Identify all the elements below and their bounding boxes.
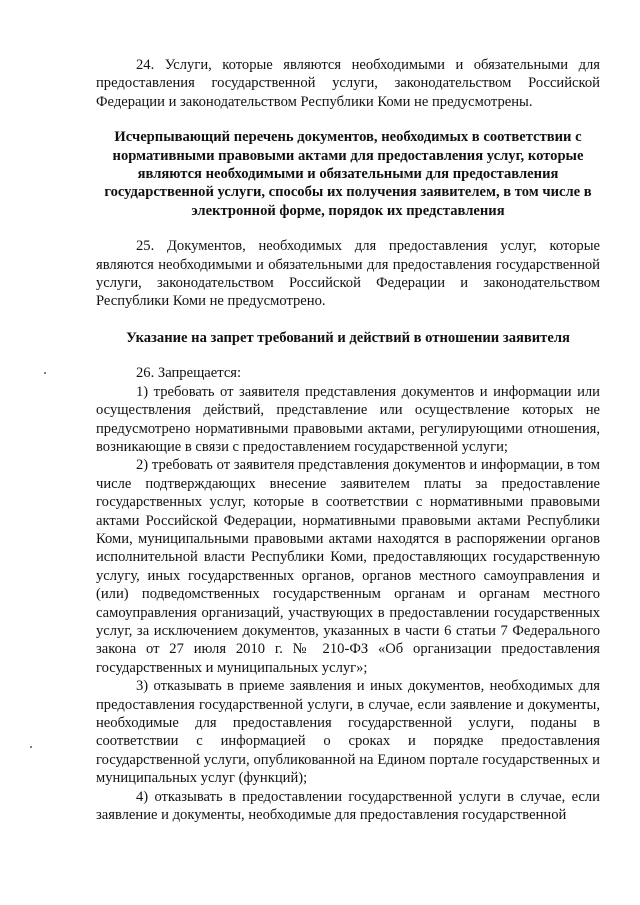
paragraph-24: 24. Услуги, которые являются необходимыми и обязательными для предоставления государственной услуги, законодательством Российской Федерации и законодательством Республики Коми не предусмотрены. xyxy=(96,57,600,110)
paragraph-25: 25. Документов, необходимых для предоставления услуг, которые являются необходимыми и обязательными для предоставления государственной услуги, законодательством Российской Федерации и законодательством Республики Коми не предусмотрено. xyxy=(96,238,600,310)
list-item-2: 2) требовать от заявителя представления документов и информации, в том числе подтверждающих внесение заявителем платы за предоставление государственных услуг, которые в соответствии с нормативными правовыми актами Российской Федерации, нормативными правовыми актами Республики Коми, муниципальными правовыми актами находятся в распоряжении органов исполнительной власти Республики Коми, предоставляющих государственную услугу, иных государственных органов, органов местного самоуправления и (или) подведомственных государственным органам и органам местного самоуправления организаций, участвующих в предоставлении государственных услуг, за исключением документов, указанных в части 6 статьи 7 Федерального закона от 27 июля 2010 г. № 210-ФЗ «Об организации предоставления государственных и муниципальных услуг»; xyxy=(96,457,600,676)
scan-speck xyxy=(30,746,32,748)
scan-speck xyxy=(44,372,46,374)
list-item-3: 3) отказывать в приеме заявления и иных документов, необходимых для предоставления государственной услуги, в случае, если заявление и документы, необходимые для предоставления государственной услуги, поданы в соответствии с информацией о сроках и порядке предоставления государственной услуги, опубликованной на Едином портале государственных и муниципальных услуг (функций); xyxy=(96,678,600,787)
section-heading-prohibitions: Указание на запрет требований и действий в отношении заявителя xyxy=(126,329,570,346)
document-page xyxy=(96,56,600,824)
list-item-4: 4) отказывать в предоставлении государственной услуги в случае, если заявление и документы, необходимые для предоставления государственной xyxy=(96,788,600,824)
paragraph-26-intro: 26. Запрещается: xyxy=(136,365,242,382)
list-item-1: 1) требовать от заявителя представления документов и информации или осуществления действий, представление или осуществление которых не предусмотрено нормативными правовыми актами, регулирующими отношения, возникающие в связи с предоставлением государственной услуги; xyxy=(96,383,600,455)
section-heading-documents: Исчерпывающий перечень документов, необходимых в соответствии с нормативными правовыми актами для предоставления услуг, которые являются необходимыми и обязательными для предоставления государственной услуги, способы их получения заявителем, в том числе в электронной форме, порядок их представления xyxy=(104,129,592,219)
